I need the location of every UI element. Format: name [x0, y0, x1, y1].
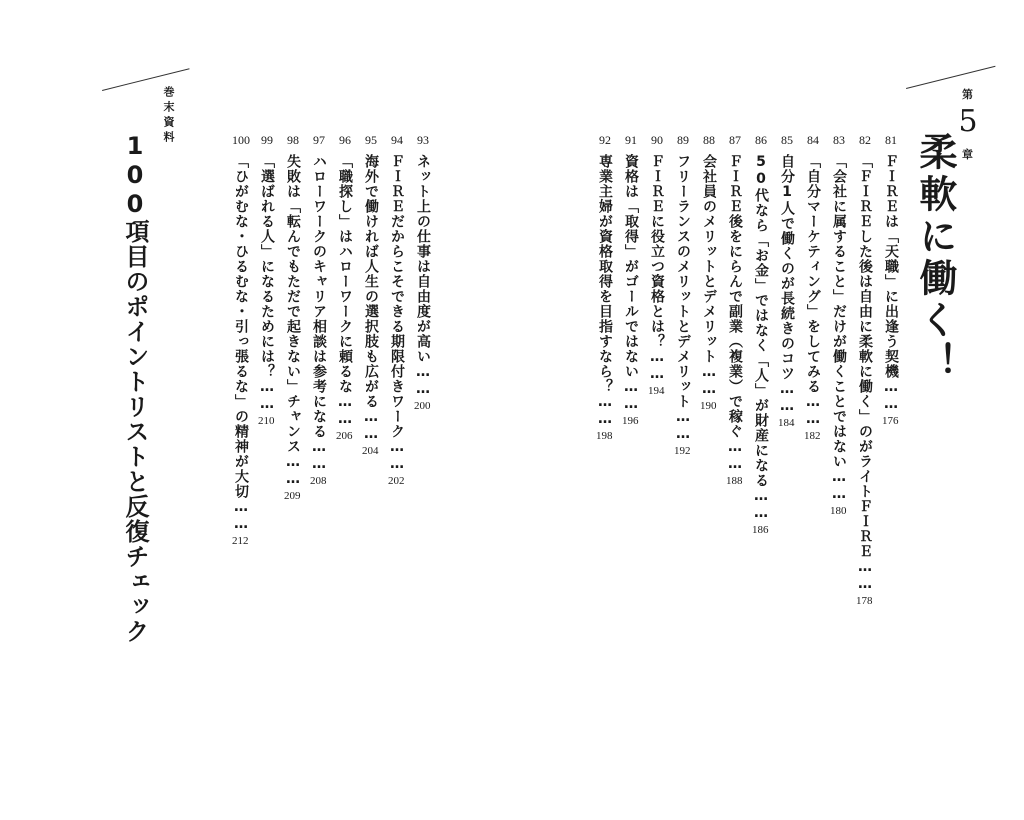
- toc-entry-96[interactable]: [334, 132, 356, 442]
- toc-entry-page: 178: [856, 595, 873, 607]
- toc-entry-86[interactable]: [750, 132, 772, 536]
- toc-entry-text: 海外で働ければ人生の選択肢も広がる……: [363, 154, 379, 443]
- toc-entry-92[interactable]: [594, 132, 616, 442]
- toc-entry-number: 92: [599, 133, 611, 147]
- toc-entry-97[interactable]: [308, 132, 330, 487]
- toc-entry-100[interactable]: [230, 132, 252, 547]
- toc-entry-number: 100: [232, 133, 250, 147]
- toc-entry-page: 194: [648, 385, 665, 397]
- toc-entry-text: 自分1人で働くのが長続きのコツ……: [779, 154, 795, 415]
- toc-entry-text: 「ＦＩＲＥした後は自由に柔軟に働く」のがライトＦＩＲＥ……: [857, 154, 873, 593]
- toc-entry-text: 「会社に属すること」だけが働くことではない……: [831, 154, 847, 503]
- chapter-number: 5: [958, 104, 978, 139]
- toc-entry-98[interactable]: [282, 132, 304, 502]
- chapter-rule: [906, 66, 996, 89]
- toc-entry-number: 82: [859, 133, 871, 147]
- toc-entry-82[interactable]: [854, 132, 876, 607]
- toc-entry-83[interactable]: [828, 132, 850, 517]
- toc-entry-page: 176: [882, 415, 899, 427]
- toc-entry-number: 99: [261, 133, 273, 147]
- toc-entry-number: 98: [287, 133, 299, 147]
- toc-entry-number: 83: [833, 133, 845, 147]
- toc-entry-page: 208: [310, 475, 327, 487]
- toc-entry-page: 196: [622, 415, 639, 427]
- appendix-rule: [102, 68, 190, 91]
- chapter-label-bottom: 章: [962, 148, 974, 161]
- toc-entry-90[interactable]: [646, 132, 668, 397]
- toc-entry-91[interactable]: [620, 132, 642, 427]
- toc-entry-number: 81: [885, 133, 897, 147]
- toc-entry-text: 「選ばれる人」になるためには？……: [259, 154, 275, 413]
- toc-entry-text: 失敗は「転んでもただで起きない」チャンス……: [285, 154, 301, 488]
- toc-entry-number: 90: [651, 133, 663, 147]
- toc-entry-text: 資格は「取得」がゴールではない……: [623, 154, 639, 413]
- toc-entry-page: 210: [258, 415, 275, 427]
- toc-entry-number: 84: [807, 133, 819, 147]
- toc-entry-text: 50代なら「お金」ではなく「人」が財産になる……: [753, 154, 769, 522]
- toc-entry-text: ＦＩＲＥだからこそできる期限付きワーク……: [389, 154, 405, 473]
- toc-entry-text: ハローワークのキャリア相談は参考になる……: [311, 154, 327, 473]
- chapter-label-top: 第: [962, 88, 974, 101]
- toc-entry-number: 85: [781, 133, 793, 147]
- toc-entry-95[interactable]: [360, 132, 382, 457]
- toc-entry-page: 182: [804, 430, 821, 442]
- toc-entry-number: 97: [313, 133, 325, 147]
- toc-entry-text: 「ひがむな・ひるむな・引っ張るな」の精神が大切……: [233, 154, 249, 533]
- appendix-label: 巻末資料: [162, 86, 175, 146]
- toc-entry-number: 95: [365, 133, 377, 147]
- toc-entry-text: ＦＩＲＥは「天職」に出逢う契機……: [883, 154, 899, 413]
- toc-entry-text: ＦＩＲＥに役立つ資格とは？……: [649, 154, 665, 383]
- toc-entry-page: 198: [596, 430, 613, 442]
- toc-entry-93[interactable]: [412, 132, 434, 412]
- toc-entry-84[interactable]: [802, 132, 824, 442]
- toc-entry-text: 会社員のメリットとデメリット……: [701, 154, 717, 398]
- toc-entry-page: 204: [362, 445, 379, 457]
- toc-entry-number: 93: [417, 133, 429, 147]
- toc-entry-page: 186: [752, 524, 769, 536]
- toc-entry-number: 86: [755, 133, 767, 147]
- toc-entry-page: 190: [700, 400, 717, 412]
- toc-entry-99[interactable]: [256, 132, 278, 427]
- chapter-title: 柔軟に働く！: [913, 132, 957, 384]
- toc-entry-text: 「自分マーケティング」をしてみる……: [805, 154, 821, 428]
- toc-entry-page: 184: [778, 417, 795, 429]
- toc-entry-81[interactable]: [880, 132, 902, 427]
- toc-entry-text: ＦＩＲＥ後をにらんで副業（複業）で稼ぐ……: [727, 154, 743, 473]
- toc-entry-text: ネット上の仕事は自由度が高い……: [415, 154, 431, 398]
- toc-entry-text: 専業主婦が資格取得を目指すなら？……: [597, 154, 613, 428]
- toc-entry-number: 87: [729, 133, 741, 147]
- toc-entry-94[interactable]: [386, 132, 408, 487]
- toc-entry-page: 200: [414, 400, 431, 412]
- toc-entry-page: 180: [830, 505, 847, 517]
- toc-entry-page: 202: [388, 475, 405, 487]
- toc-entry-number: 94: [391, 133, 403, 147]
- toc-entry-page: 192: [674, 445, 691, 457]
- toc-entry-page: 209: [284, 490, 301, 502]
- toc-entry-89[interactable]: [672, 132, 694, 457]
- toc-entry-page: 206: [336, 430, 353, 442]
- toc-entry-page: 188: [726, 475, 743, 487]
- toc-entry-number: 89: [677, 133, 689, 147]
- toc-entry-85[interactable]: [776, 132, 798, 429]
- toc-entry-text: フリーランスのメリットとデメリット……: [675, 154, 691, 443]
- toc-entry-number: 91: [625, 133, 637, 147]
- appendix-title: 100項目のポイントリストと反復チェック: [121, 132, 149, 644]
- toc-entry-87[interactable]: [724, 132, 746, 487]
- toc-entry-page: 212: [232, 535, 249, 547]
- toc-entry-text: 「職探し」はハローワークに頼るな……: [337, 154, 353, 428]
- toc-entry-number: 96: [339, 133, 351, 147]
- toc-entry-number: 88: [703, 133, 715, 147]
- toc-entry-88[interactable]: [698, 132, 720, 412]
